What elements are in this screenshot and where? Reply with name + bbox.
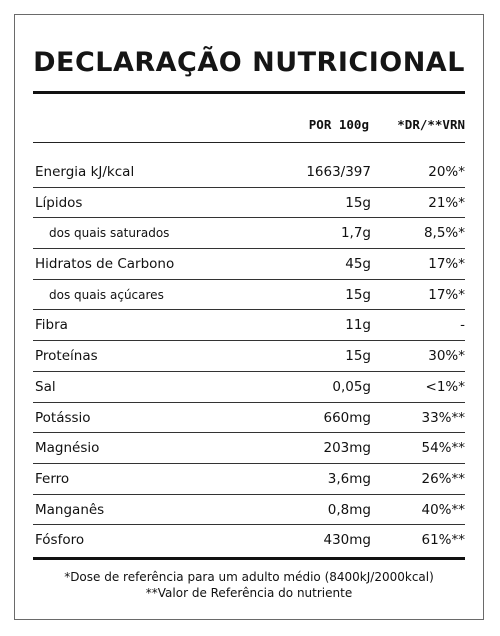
nutrient-per-100g: 660mg: [323, 409, 371, 426]
nutrient-table: [33, 157, 465, 556]
nutrient-per-100g: 203mg: [323, 440, 371, 457]
header-dr-vrn: *DR/**VRN: [397, 117, 465, 132]
nutrient-name: Manganês: [35, 501, 105, 518]
nutrient-per-100g: 0,05g: [332, 378, 371, 395]
nutrient-name: Hidratos de Carbono: [35, 256, 175, 273]
header-divider: [33, 142, 465, 143]
nutrient-dr-vrn: -: [460, 317, 465, 334]
nutrient-dr-vrn: 17%*: [428, 256, 465, 273]
table-row: [33, 433, 465, 464]
table-row: [33, 249, 465, 280]
nutrient-dr-vrn: 17%*: [428, 286, 465, 303]
nutrient-dr-vrn: 54%**: [421, 440, 465, 457]
table-row: [33, 310, 465, 341]
nutrient-name: Sal: [35, 378, 56, 395]
footnote-vrn: **Valor de Referência do nutriente: [145, 586, 353, 600]
nutrient-dr-vrn: 20%*: [428, 164, 465, 180]
table-row: [33, 188, 465, 219]
nutrient-dr-vrn: 40%**: [421, 501, 465, 518]
table-row: [33, 464, 465, 495]
header-per-100g: POR 100g: [308, 117, 369, 132]
nutrient-name: Ferro: [35, 470, 70, 487]
nutrient-per-100g: 45g: [345, 256, 371, 273]
nutrient-name: dos quais açúcares: [49, 287, 164, 302]
nutrient-per-100g: 1,7g: [340, 225, 371, 242]
nutrient-name: Lípidos: [35, 194, 83, 211]
nutrient-per-100g: 11g: [345, 317, 371, 334]
table-row: [33, 525, 465, 556]
table-row: [33, 372, 465, 403]
nutrient-dr-vrn: 30%*: [428, 348, 465, 365]
nutrient-dr-vrn: 21%*: [428, 194, 465, 211]
nutrient-per-100g: 15g: [345, 194, 371, 211]
table-row: [33, 218, 465, 249]
nutrient-dr-vrn: 26%**: [421, 470, 465, 487]
page-title: DECLARAÇÃO NUTRICIONAL: [33, 47, 465, 78]
nutrient-name: Energia kJ/kcal: [35, 164, 135, 180]
footnote-dr: *Dose de referência para um adulto médio (8400kJ/2000kcal): [64, 570, 434, 584]
nutrient-name: Fósforo: [35, 532, 85, 549]
nutrition-label: [14, 14, 484, 620]
nutrient-per-100g: 1663/397: [306, 164, 371, 180]
nutrient-name: Potássio: [35, 409, 91, 426]
nutrient-name: Fibra: [35, 317, 68, 334]
nutrient-name: Proteínas: [35, 348, 98, 365]
table-row: [33, 495, 465, 526]
nutrient-dr-vrn: 33%**: [421, 409, 465, 426]
table-row: [33, 157, 465, 188]
nutrient-name: Magnésio: [35, 440, 100, 457]
footer-divider: [33, 557, 465, 560]
nutrient-per-100g: 0,8mg: [327, 501, 371, 518]
title-divider: [33, 91, 465, 94]
nutrient-per-100g: 3,6mg: [327, 470, 371, 487]
nutrient-name: dos quais saturados: [49, 226, 170, 241]
nutrient-per-100g: 15g: [345, 348, 371, 365]
nutrient-dr-vrn: 61%**: [421, 532, 465, 549]
table-row: [33, 341, 465, 372]
nutrient-per-100g: 15g: [345, 286, 371, 303]
nutrient-dr-vrn: 8,5%*: [423, 225, 465, 242]
table-row: [33, 280, 465, 311]
nutrient-per-100g: 430mg: [323, 532, 371, 549]
nutrient-dr-vrn: <1%*: [425, 378, 465, 395]
table-row: [33, 403, 465, 434]
